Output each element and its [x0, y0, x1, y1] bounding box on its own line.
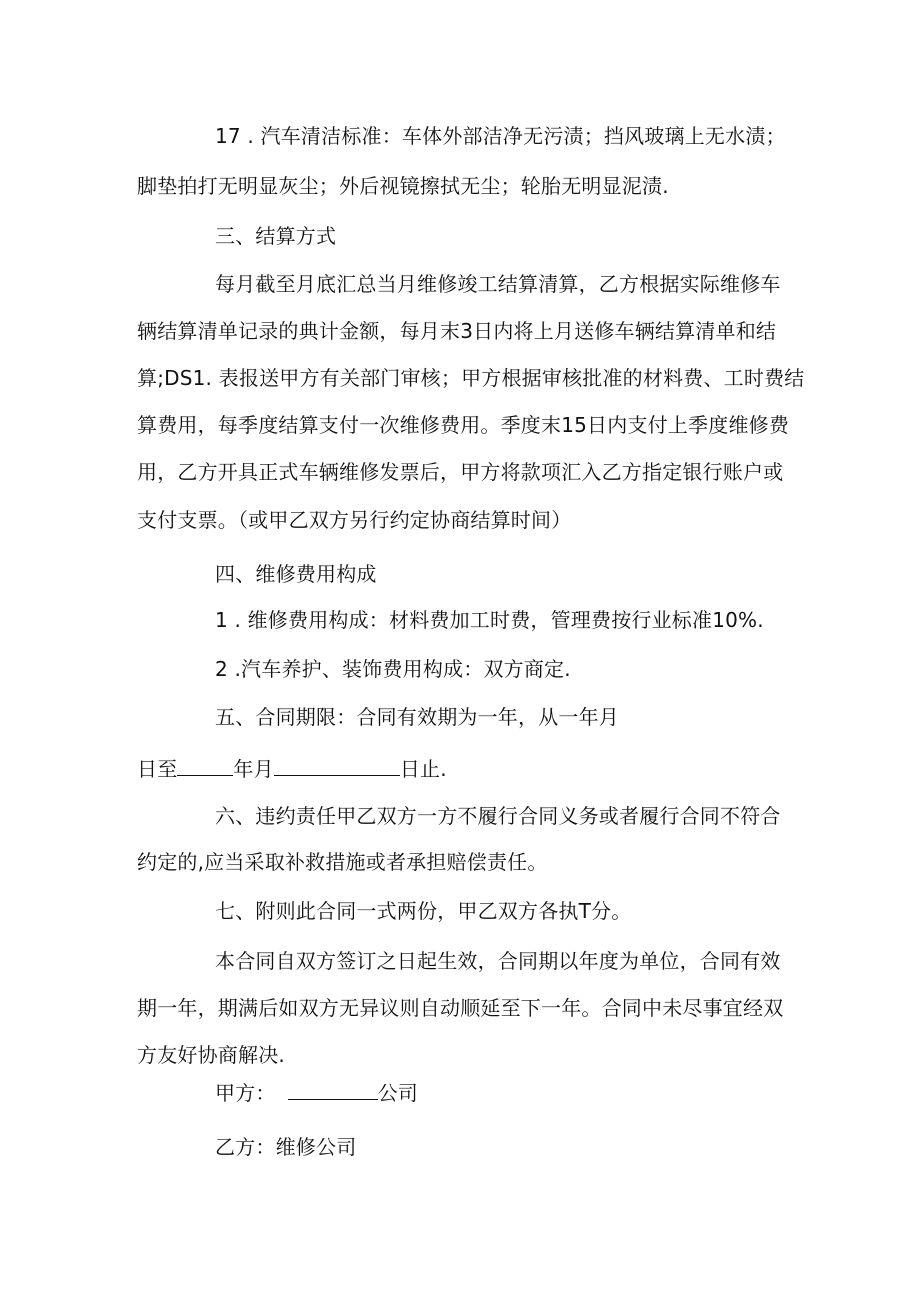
party-a-label: 甲方： — [215, 1081, 276, 1105]
date-year-month-label: 年月 — [233, 757, 274, 781]
section-7-line: 期一年，期满后如双方无异议则自动顺延至下一年。合同中未尽事宜经双 — [137, 996, 784, 1020]
party-a-suffix: 公司 — [377, 1081, 419, 1105]
clause-17-line-1: 17 . 汽车清洁标准：车体外部洁净无污渍；挡风玻璃上无水渍； — [215, 124, 786, 148]
section-5-line-1: 五、合同期限：合同有效期为一年，从一年月 — [215, 705, 619, 729]
section-3-line: 支付支票。（或甲乙双方另行约定协商结算时间） — [137, 508, 572, 532]
section-5-line-2 — [137, 755, 447, 783]
section-4-item-1: 1 . 维修费用构成：材料费加工时费，管理费按行业标准10%. — [215, 608, 764, 632]
section-3-line: 辆结算清单记录的典计金额，每月末3日内将上月送修车辆结算清单和结 — [137, 319, 777, 343]
blank-line — [274, 755, 400, 776]
party-a-signature — [215, 1079, 418, 1107]
party-b-signature: 乙方：维修公司 — [215, 1135, 357, 1159]
section-3-line: 算费用，每季度结算支付一次维修费用。季度末15日内支付上季度维修费 — [137, 413, 790, 437]
section-3-line: 用，乙方开具正式车辆维修发票后，甲方将款项汇入乙方指定银行账户或 — [137, 460, 784, 484]
section-6-line-2: 约定的,应当采取补救措施或者承担赔偿责任。 — [137, 850, 548, 874]
section-3-line: 算;DS1. 表报送甲方有关部门审核；甲方根据审核批准的材料费、工时费结 — [137, 366, 805, 390]
section-3-heading: 三、结算方式 — [215, 224, 337, 248]
section-4-item-2: 2 .汽车养护、装饰费用构成：双方商定. — [215, 657, 571, 681]
blank-line — [288, 1079, 378, 1100]
section-7-line: 本合同自双方签订之日起生效，合同期以年度为单位，合同有效 — [215, 949, 781, 973]
section-6-line-1: 六、违约责任甲乙双方一方不履行合同义务或者履行合同不符合 — [215, 804, 781, 828]
section-7-line: 方友好协商解决. — [137, 1043, 285, 1067]
clause-17-line-2: 脚垫拍打无明显灰尘；外后视镜擦拭无尘；轮胎无明显泥渍. — [137, 174, 669, 198]
section-7-heading: 七、附则此合同一式两份，甲乙双方各执T分。 — [215, 899, 632, 923]
blank-line — [177, 755, 233, 776]
section-4-heading: 四、维修费用构成 — [215, 562, 377, 586]
date-end-label: 日止. — [399, 757, 447, 781]
date-from-label: 日至 — [137, 757, 178, 781]
section-3-line: 每月截至月底汇总当月维修竣工结算清算，乙方根据实际维修车 — [215, 272, 781, 296]
